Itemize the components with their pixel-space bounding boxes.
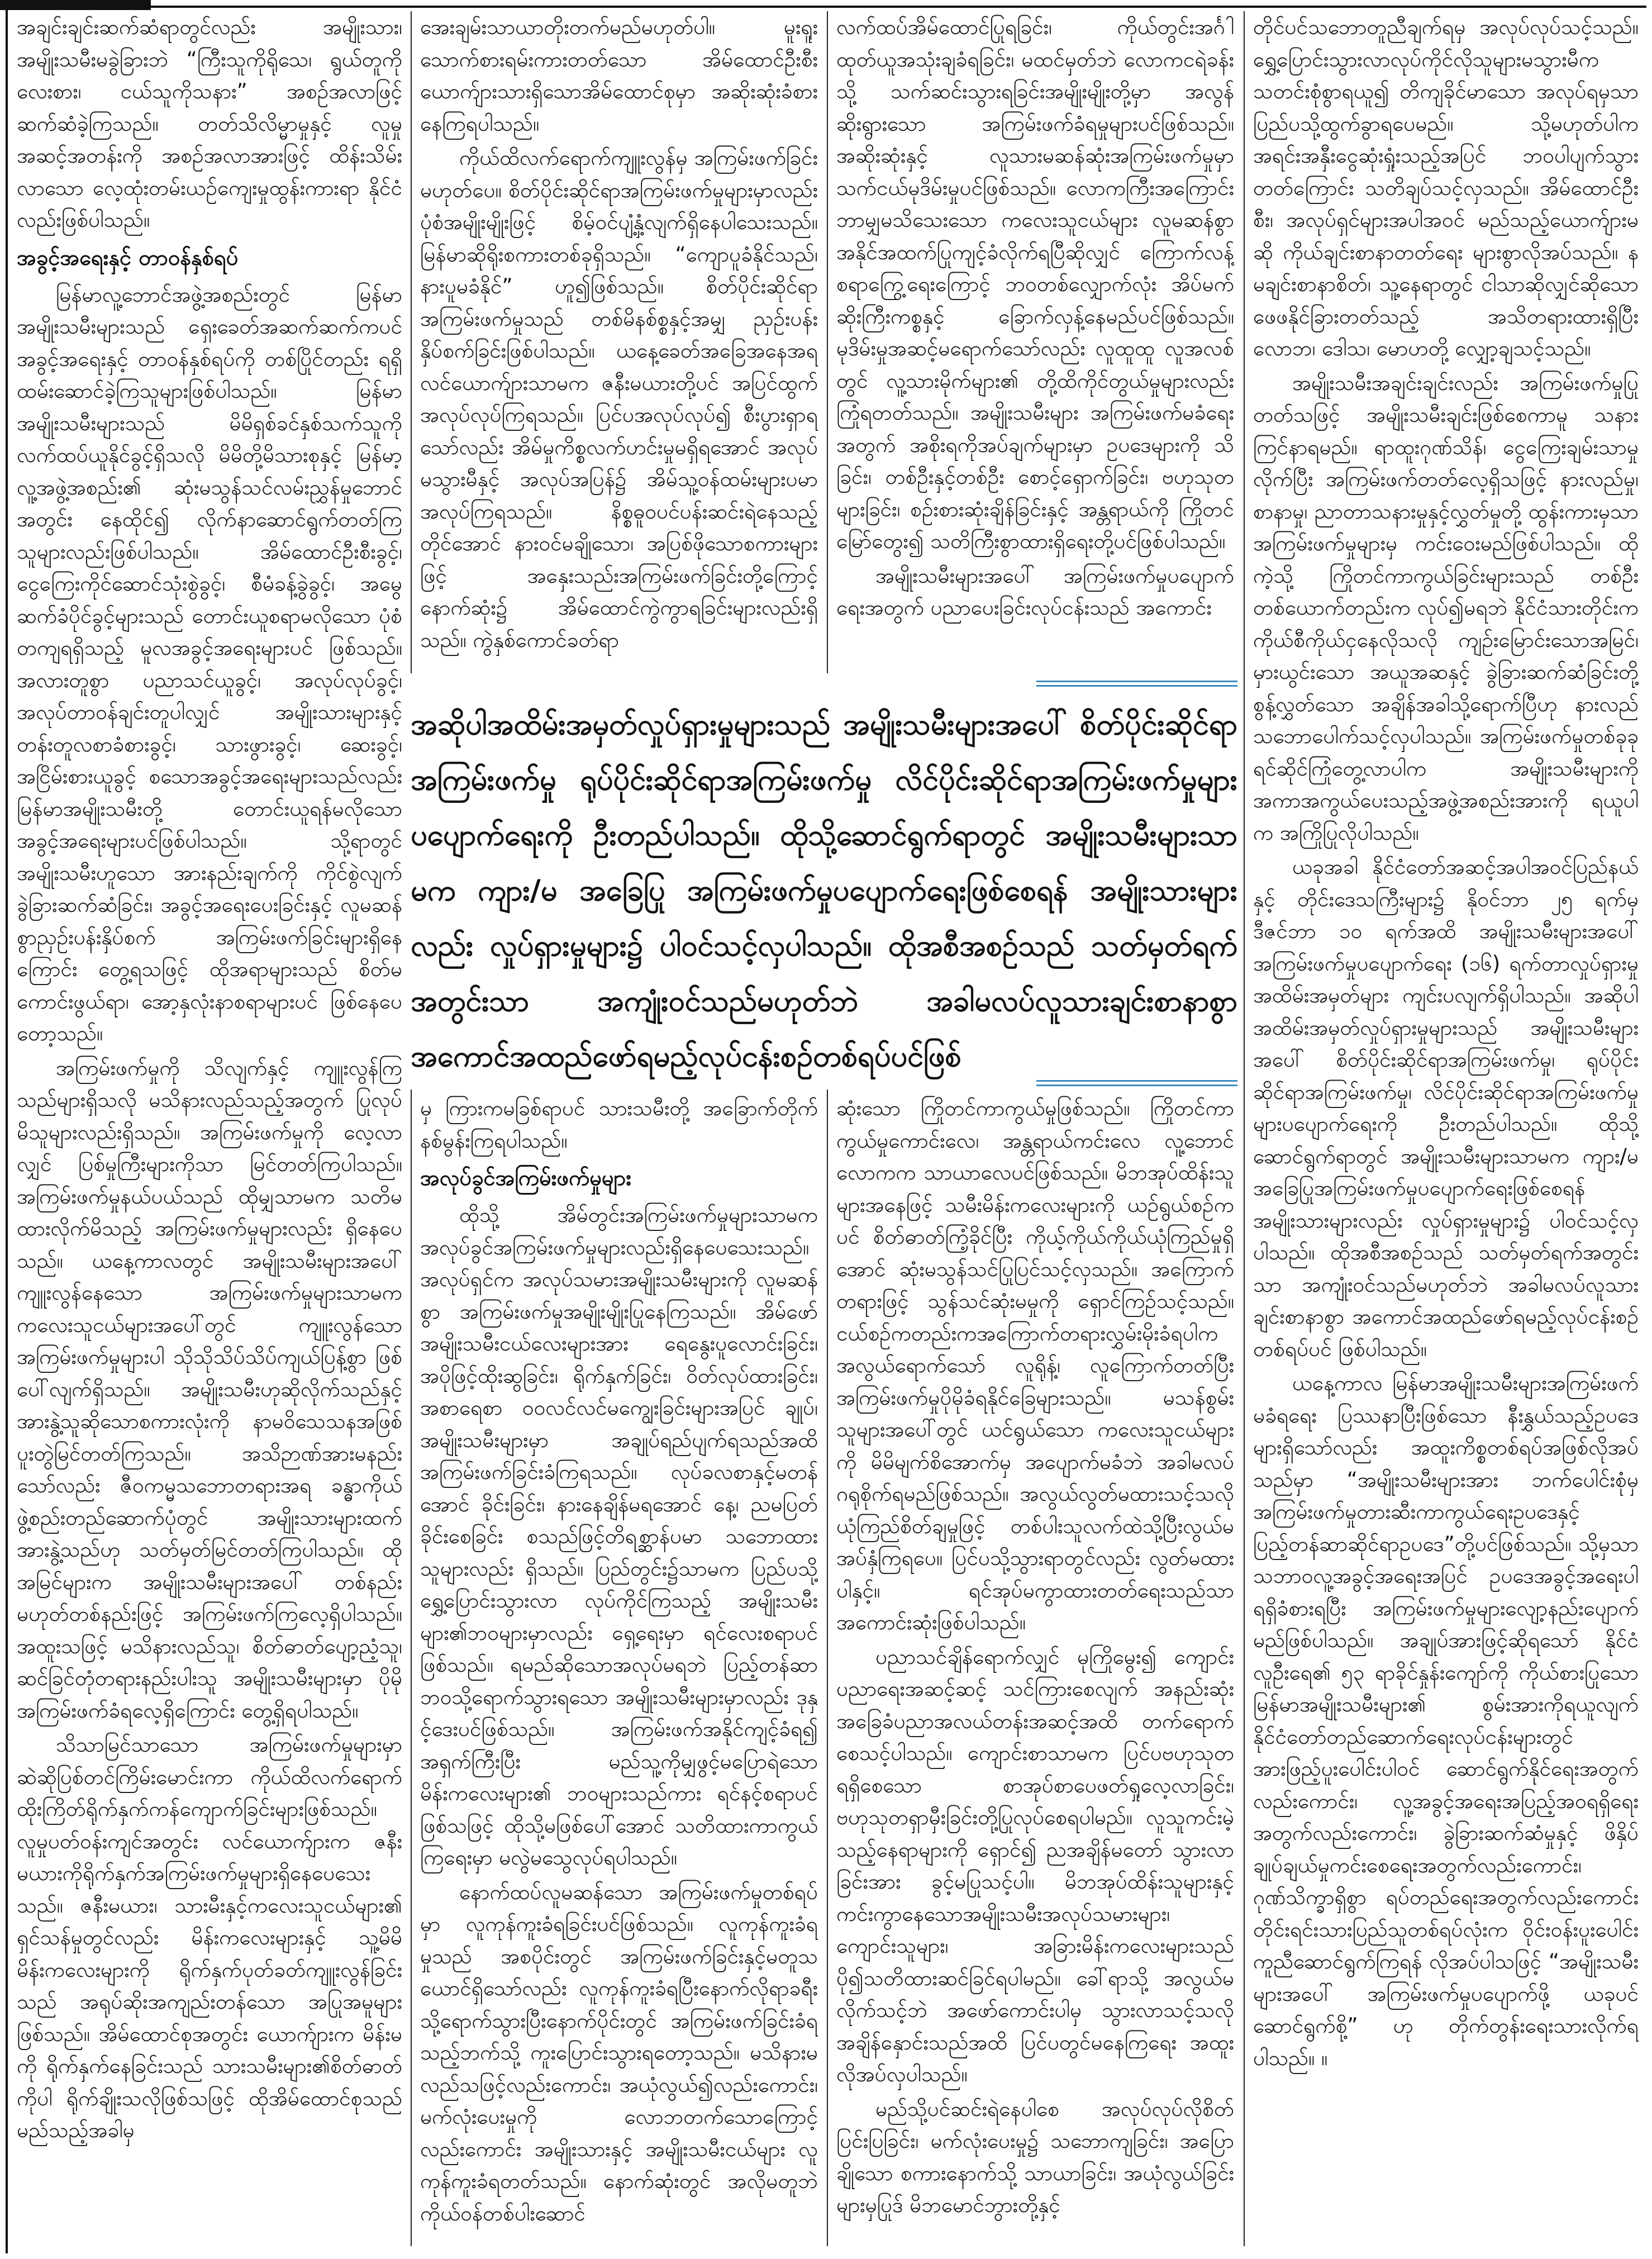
paragraph: အကြမ်းဖက်မှုကို သိလျက်နှင့် ကျူးလွန်ကြသည်များရှိသလို မသိနားလည်သည့်အတွက် ပြုလုပ်မိသူများလည်းရှိသည်။ အကြမ်းဖက်မှုကို လေ့လာလျှင် ပြစ်မှုကြီးများကိုသာ မြင်တတ်ကြပါသည်။ အကြမ်းဖက်မှုနယ်ပယ်သည် ထိုမျှသာမက သတိမထားလိုက်မိသည့် အကြမ်းဖက်မှုများလည်း ရှိနေပေသည်။ ယနေ့ကာလတွင် အမျိုးသမီးများအပေါ် ကျူးလွန်နေသော အကြမ်းဖက်မှုများသာမက ကလေးသူငယ်များအပေါ်တွင် ကျူးလွန်သော အကြမ်းဖက်မှုများပါ သိုသိုသိပ်သိပ်ကျယ်ပြန့်စွာ ဖြစ်ပေါ်လျက်ရှိသည်။ အမျိုးသမီးဟုဆိုလိုက်သည်နှင့် အားနွဲ့သူဆိုသောစကားလုံးကို နာမဝိသေသနအဖြစ် ပူးတွဲမြင်တတ်ကြသည်။ အသိဉာဏ်အားမနည်းသော်လည်း ဇီဝကမ္မသဘောတရားအရ ခန္ဓာကိုယ်ဖွဲ့စည်းတည်ဆောက်ပုံတွင် အမျိုးသားများထက် အားနွဲ့သည်ဟု သတ်မှတ်မြင်တတ်ကြပါသည်။ ထိုအမြင်များက အမျိုးသမီးများအပေါ် တစ်နည်းမဟုတ်တစ်နည်းဖြင့် အကြမ်းဖက်ကြလေ့ရှိပါသည်။ အထူးသဖြင့် မသိနားလည်သူ၊ စိတ်ဓာတ်ပျော့ညံ့သူ၊ ဆင်ခြင်တုံတရားနည်းပါးသူ အမျိုးသမီးများမှာ ပိုမိုအကြမ်းဖက်ခံရလေ့ရှိကြောင်း တွေ့ရှိရပါသည်။	[17, 1055, 402, 1723]
paragraph: တိုင်ပင်သဘောတူညီချက်ရမှ အလုပ်လုပ်သင့်သည်။ ရွှေ့ပြောင်းသွားလာလုပ်ကိုင်လိုသူများမသွားမီက သတင်းစုံစွာရယူ၍ တိကျခိုင်မာသော အလုပ်ရမှသာ ပြည်ပသို့ထွက်ခွာရပေမည်။ သို့မဟုတ်ပါက အရင်းအနှီးငွေဆုံးရှုံးသည့်အပြင် ဘဝပါပျက်သွားတတ်ကြောင်း သတိချပ်သင့်လှသည်။ အိမ်ထောင်ဦးစီး၊ အလုပ်ရှင်များအပါအဝင် မည်သည့်ယောက်ျားမဆို ကိုယ်ချင်းစာနာတတ်ရေး များစွာလိုအပ်သည်။ နမချင်းစာနာစိတ်၊ သူ့နေရာတွင် ငါသာဆိုလျှင်ဆိုသော ဖေဖနိုင်ခြားတတ်သည့် အသိတရားထားရှိပြီး လောဘ၊ ဒေါသ၊ မောဟတို့ လျှော့ချသင့်သည်။	[1253, 15, 1639, 360]
paragraph: အမျိုးသမီးများအပေါ် အကြမ်းဖက်မှုပပျောက်ရေးအတွက် ပညာပေးခြင်းလုပ်ငန်းသည် အကောင်း	[836, 563, 1234, 620]
accent-rule	[1036, 1085, 1237, 1086]
paragraph: နောက်ထပ်လူမဆန်သော အကြမ်းဖက်မှုတစ်ရပ်မှာ လူကုန်ကူးခံရခြင်းပင်ဖြစ်သည်။ လူကုန်ကူးခံရမှုသည် အစပိုင်းတွင် အကြမ်းဖက်ခြင်းနှင့်မတူသယောင်ရှိသော်လည်း လူကုန်ကူးခံရပြီးနောက်လိုရာခရီးသို့ရောက်သွားပြီးနောက်ပိုင်းတွင် အကြမ်းဖက်ခြင်းခံရသည့်ဘက်သို့ ကူးပြောင်းသွားရတော့သည်။ မသိနားမလည်သဖြင့်လည်းကောင်း၊ အယုံလွယ်၍လည်းကောင်း၊ မက်လုံးပေးမှုကို လောဘတက်သောကြောင့်လည်းကောင်း အမျိုးသားနှင့် အမျိုးသမီးငယ်များ လူကုန်ကူးခံရတတ်သည်။ နောက်ဆုံးတွင် အလိုမတူဘဲ ကိုယ်ဝန်တစ်ပါးဆောင်	[420, 1880, 818, 2225]
paragraph: ဆုံးသော ကြိုတင်ကာကွယ်မှုဖြစ်သည်။ ကြိုတင်ကာကွယ်မှုကောင်းလေ၊ အန္တရာယ်ကင်းလေ လူ့ဘောင်လောကက သာယာလေပင်ဖြစ်သည်။ မိဘအုပ်ထိန်းသူများအနေဖြင့် သမီးမိန်းကလေးများကို ယဉ်ရွယ်စဉ်ကပင် စိတ်ဓာတ်ကြံ့ခိုင်ပြီး ကိုယ့်ကိုယ်ကိုယ်ယုံကြည်မှုရှိအောင် ဆုံးမသွန်သင်ပြုပြင်သင့်လှသည်။ အကြောက်တရားဖြင့် သွန်သင်ဆုံးမမှုကို ရှောင်ကြဉ်သင့်သည်။ ငယ်စဉ်ကတည်းကအကြောက်တရားလွှမ်းမိုးခံရပါက အလွယ်ရောက်သော် လူရိုန့်၊ လူကြောက်တတ်ပြီး အကြမ်းဖက်မှုပိုမိုခံရနိုင်ခြေများသည်။ မသန်စွမ်းသူများအပေါ်တွင် ယင်ရွယ်သော ကလေးသူငယ်များကို မိမိမျက်စိအောက်မှ အပျောက်မခံဘဲ အခါမလပ်ဂရုစိုက်ရမည်ဖြစ်သည်။ အလွယ်လွတ်မထားသင့်သလို ယုံကြည်စိတ်ချမှုဖြင့် တစ်ပါးသူလက်ထဲသို့ပြီးလွယ်မအပ်နှံကြရပေ။ ပြင်ပသို့သွားရာတွင်လည်း လွတ်မထားပါနှင့်။ ရင်အုပ်မကွာထားတတ်ရေးသည်သာ အကောင်းဆုံးဖြစ်ပါသည်။	[836, 1096, 1234, 1634]
pull-quote-text: အဆိုပါအထိမ်းအမှတ်လှုပ်ရှားမှုများသည် အမျိုးသမီးများအပေါ် စိတ်ပိုင်းဆိုင်ရာအကြမ်းဖက်မှု ရုပ်ပိုင်းဆိုင်ရာအကြမ်းဖက်မှု လိင်ပိုင်းဆိုင်ရာအကြမ်းဖက်မှုများပပျောက်ရေးကို ဦးတည်ပါသည်။ ထိုသို့ဆောင်ရွက်ရာတွင် အမျိုးသမီးများသာမက ကျား/မ အခြေပြု အကြမ်းဖက်မှုပပျောက်ရေးဖြစ်စေရန် အမျိုးသားများလည်း လှုပ်ရှားမှုများ၌ ပါဝင်သင့်လှပါသည်။ ထိုအစီအစဉ်သည် သတ်မှတ်ရက်အတွင်းသာ အကျုံးဝင်သည်မဟုတ်ဘဲ အခါမလပ်လူသားချင်းစာနာစွာ အကောင်အထည်ဖော်ရမည့်လုပ်ငန်းစဉ်တစ်ရပ်ပင်ဖြစ်	[411, 708, 1237, 1073]
paragraph: ကိုယ်ထိလက်ရောက်ကျူးလွန်မှ အကြမ်းဖက်ခြင်းမဟုတ်ပေ။ စိတ်ပိုင်းဆိုင်ရာအကြမ်းဖက်မှုများမှာလည်း ပုံစံအမျိုးမျိုးဖြင့် စိမ့်ဝင်ပျံ့နှံ့လျက်ရှိနေပါသေးသည်။ မြန်မာဆိုရိုးစကားတစ်ခုရှိသည်။ “ကျောပူခံနိုင်သည်၊ နားပူမခံနိုင်” ဟူ၍ဖြစ်သည်။ စိတ်ပိုင်းဆိုင်ရာအကြမ်းဖက်မှုသည် တစ်မိနစ်စ္စနှင့်အမျှ ညှဉ်းပန်းနှိပ်စက်ခြင်းဖြစ်ပါသည်။ ယနေ့ခေတ်အခြေအနေအရ လင်ယောက်ျားသာမက ဇနီးမယားတို့ပင် အပြင်ထွက်အလုပ်လုပ်ကြရသည်။ ပြင်ပအလုပ်လုပ်၍ စီးပွားရှာရသော်လည်း အိမ်မှုကိစ္စလက်ဟင်းမှုမရှိရအောင် အလုပ်မသွားမီနှင့် အလုပ်အပြန်၌ အိမ်သူ့ဝန်ထမ်းများပမာ အလုပ်ကြရသည်။ နိစ္စဓူဝပင်ပန်းဆင်းရဲနေသည့်တိုင်အောင် နားဝင်မချိုသော၊ အပြစ်ဖိုသောစကားများဖြင့် အနှေးသည်းအကြမ်းဖက်ခြင်းတို့ကြောင့် နောက်ဆုံး၌ အိမ်ထောင်ကွဲကွာရခြင်းများလည်းရှိသည်။ ကွဲနှစ်ကောင်ခတ်ရာ	[420, 146, 818, 652]
paragraph: သိသာမြင်သာသော အကြမ်းဖက်မှုများမှာ ဆဲဆိုပြစ်တင်ကြိမ်းမောင်းကာ ကိုယ်ထိလက်ရောက် ထိုးကြိတ်ရိုက်နှက်ကန်ကျောက်ခြင်းများဖြစ်သည်။ လူမှုပတ်ဝန်းကျင်အတွင်း လင်ယောက်ျားက ဇနီးမယားကိုရိုက်နှက်အကြမ်းဖက်မှုများရှိနေပေသေးသည်။ ဇနီးမယား၊ သားမီးနှင့်ကလေးသူငယ်များ၏ ရှင်သန်မှုတွင်လည်း မိန်းကလေးများနှင့် သူ့မိမိမိန်းကလေးများကို ရိုက်နှက်ပုတ်ခတ်ကျူးလွန်ခြင်းသည် အရုပ်ဆိုးအကျည်းတန်သော အပြုအမူများဖြစ်သည်။ အိမ်ထောင်စုအတွင်း ယောက်ျားက မိန်းမကို ရိုက်နှက်နေခြင်းသည် သားသမီးများ၏စိတ်ဓာတ်ကိုပါ ရိုက်ချိုးသလိုဖြစ်သဖြင့် ထိုအိမ်ထောင်စုသည် မည်သည့်အခါမှ	[17, 1733, 402, 2142]
column-rule	[411, 11, 412, 673]
section-heading: အလုပ်ခွင်အကြမ်းဖက်မှုများ	[420, 1166, 632, 1190]
article-column-3-top	[836, 11, 1234, 670]
column-rule	[827, 11, 828, 673]
accent-rule	[1036, 681, 1237, 682]
accent-rule	[1036, 1080, 1237, 1082]
article-column-2-top	[420, 11, 818, 670]
column-rule	[827, 1090, 828, 2246]
corner-bar	[0, 0, 151, 10]
paragraph: ပညာသင်ချိန်ရောက်လျှင် မုကြိုမွေး၍ ကျောင်းပညာရေးအဆင့်ဆင့် သင်ကြားစေလျက် အနည်းဆုံး အခြေခံပညာအလယ်တန်းအဆင့်အထိ တက်ရောက်စေသင့်ပါသည်။ ကျောင်းစာသာမက ပြင်ပဗဟုသုတရရှိစေသော စာအုပ်စာပေဖတ်ရှုလေ့လာခြင်း၊ ဗဟုသုတရှာမှီးခြင်းတို့ပြုလုပ်စေရပါမည်။ လူသူကင်းမဲ့သည့်နေရာများကို ရှောင်၍ ညအချိန်မတော် သွားလာခြင်းအား ခွင့်မပြုသင့်ပါ။ မိဘအုပ်ထိန်းသူများနှင့် ကင်းကွာနေသောအမျိုးသမီးအလုပ်သမားများ၊ ကျောင်းသူများ၊ အခြားမိန်းကလေးများသည် ပို၍သတိထားဆင်ခြင်ရပါမည်။ ခေါ်ရာသို့ အလွယ်မလိုက်သင့်ဘဲ အဖော်ကောင်းပါမှ သွားလာသင့်သလို အချိန်နှောင်းသည်အထိ ပြင်ပတွင်မနေကြရေး အထူးလိုအပ်လှပါသည်။	[836, 1644, 1234, 2086]
article-column-3-bottom	[836, 1092, 1234, 2249]
paragraph: မည်သို့ပင်ဆင်းရဲနေပါစေ အလုပ်လုပ်လိုစိတ်ပြင်းပြခြင်း၊ မက်လုံးပေးမှု၌ သဘောကျခြင်း၊ အပြောချိုသော စကားနောက်သို့ သာယာခြင်း၊ အယုံလွယ်ခြင်းများမှပြုဒ် မိဘမောင်ဘွားတို့နှင့်	[836, 2096, 1234, 2217]
paragraph: လက်ထပ်အိမ်ထောင်ပြုရခြင်း၊ ကိုယ်တွင်းအင်္ဂါထုတ်ယူအသုံးချခံရခြင်း၊ မထင်မှတ်ဘဲ လောကငရဲခန်းသို့ သက်ဆင်းသွားရခြင်းအမျိုးမျိုးတို့မှာ အလွန်ဆိုးရွားသော အကြမ်းဖက်ခံရမှုများပင်ဖြစ်သည်။ အဆိုးဆုံးနှင့် လူသားမဆန်ဆုံးအကြမ်းဖက်မှုမှာ သက်ငယ်မုဒိမ်းမှုပင်ဖြစ်သည်။ လောကကြီးအကြောင်း ဘာမျှမသိသေးသော ကလေးသူငယ်များ လူမဆန်စွာ အနိုင်အထက်ပြုကျင့်ခံလိုက်ရပြီဆိုလျှင် ကြောက်လန့်စရာကြွေ့ရေးကြောင့် ဘဝတစ်လျှောက်လုံး အိပ်မက်ဆိုးကြီးကစ္စနှင့် ခြောက်လှန့်နေမည်ပင်ဖြစ်သည်။ မုဒိမ်းမှုအဆင့်မရောက်သော်လည်း လူထူထူ လူအလစ်တွင် လူ့သားမိုက်များ၏ တို့ထိကိုင်တွယ်မှုများလည်း ကြုံရတတ်သည်။ အမျိုးသမီးများ အကြမ်းဖက်မခံရေးအတွက် အစိုးရကိုအပ်ချက်များမှာ ဥပဒေများကို သိခြင်း၊ တစ်ဦးနှင့်တစ်ဦး စောင့်ရှောက်ခြင်း၊ ဗဟုသုတများခြင်း၊ စဉ်းစားဆုံးချိန်ခြင်းနှင့် အန္တရာယ်ကို ကြိုတင်မြော်တွေး၍ သတိကြီးစွာထားရှိရေးတို့ပင်ဖြစ်ပါသည်။	[836, 15, 1234, 553]
article-column-4	[1253, 11, 1639, 2249]
paragraph: မြန်မာလူ့ဘောင်အဖွဲ့အစည်းတွင် မြန်မာအမျိုးသမီးများသည် ရှေးခေတ်အဆက်ဆက်ကပင် အခွင့်အရေးနှင့် တာဝန်နှစ်ရပ်ကို တစ်ပြိုင်တည်း ရရှိထမ်းဆောင်ခဲ့ကြသူများဖြစ်ပါသည်။ မြန်မာအမျိုးသမီးများသည် မိမိရှစ်ခင်နှစ်သက်သူကို လက်ထပ်ယူနိုင်ခွင့်ရှိသလို မိမိတို့မိသားစုနှင့် မြန်မာ့လူ့အဖွဲ့အစည်း၏ ဆုံးမသွန်သင်လမ်းညွှန်မှုဘောင်အတွင်း နေထိုင်၍ လိုက်နာဆောင်ရွက်တတ်ကြသူများလည်းဖြစ်ပါသည်။ အိမ်ထောင်ဦးစီးခွင့်၊ ငွေကြေးကိုင်ဆောင်သုံးစွဲခွင့်၊ စီမံခန့်ခွဲခွင့်၊ အမွေဆက်ခံပိုင်ခွင့်များသည် တောင်းယူစရာမလိုသော ပုံစံတကျရရှိသည့် မူလအခွင့်အရေးများပင် ဖြစ်သည်။ အလားတူစွာ ပညာသင်ယူခွင့်၊ အလုပ်လုပ်ခွင့်၊ အလုပ်တာဝန်ချင်းတူပါလျှင် အမျိုးသားများနှင့်တန်းတူလစာခံစားခွင့်၊ သားဖွားခွင့်၊ ဆေးခွင့်၊ အငြိမ်းစားယူခွင့် စသောအခွင့်အရေးများသည်လည်း မြန်မာအမျိုးသမီးတို့ တောင်းယူရန်မလိုသော အခွင့်အရေးများပင်ဖြစ်ပါသည်။ သို့ရာတွင် အမျိုးသမီးဟူသော အားနည်းချက်ကို ကိုင်စွဲလျက် ခွဲခြားဆက်ဆံခြင်း၊ အခွင့်အရေးပေးခြင်းနှင့် လူမဆန်စွာညှဉ်းပန်းနှိပ်စက် အကြမ်းဖက်ခြင်းများရှိနေကြောင်း တွေ့ရသဖြင့် ထိုအရာများသည် စိတ်မကောင်းဖွယ်ရာ၊ အော့နှလုံးနာစရာများပင် ဖြစ်နေပေတော့သည်။	[17, 282, 402, 1045]
pull-quote	[411, 681, 1237, 1088]
column-rule	[411, 1090, 412, 2246]
paragraph: အမျိုးသမီးအချင်းချင်းလည်း အကြမ်းဖက်မှုပြုတတ်သဖြင့် အမျိုးသမီးချင်းဖြစ်စေကာမူ သနားကြင်နာရမည်။ ရာထူးဂုဏ်သိန်၊ ငွေကြေးချမ်းသာမှုလိုက်ပြီး အကြမ်းဖက်တတ်လေ့ရှိသဖြင့် နားလည်မှု၊ စာနာမှု၊ ညာတာသနားမှုနှင့်လွှတ်မှုတို့ ထွန်းကားမှသာ အကြမ်းဖက်မှုများမှ ကင်းဝေးမည်ဖြစ်ပါသည်။ ထိုကဲ့သို့ ကြိုတင်ကာကွယ်ခြင်းများသည် တစ်ဦးတစ်ယောက်တည်းက လုပ်၍မရဘဲ နိုင်ငံသားတိုင်းက ကိုယ်စီကိုယ်ငှနေလိုသလို ကျဉ်းမြောင်းသောအမြင်၊ မှားယွင်းသော အယူအဆနှင့် ခွဲခြားဆက်ဆံခြင်းတို့ စွန့်လွှတ်သော အချိန်အခါသို့ရောက်ပြီဟု နားလည်သဘောပေါက်သင့်လှပါသည်။ အကြမ်းဖက်မှုတစ်ခုခုရင်ဆိုင်ကြုံတွေ့လာပါက အမျိုးသမီးများကို အကာအကွယ်ပေးသည့်အဖွဲ့အစည်းအားကို ရယူပါက အကြိုပြုလိုပါသည်။	[1253, 370, 1639, 845]
section-heading: အခွင့်အရေးနှင့် တာဝန်နှစ်ရပ်	[17, 245, 239, 270]
article-column-1	[17, 11, 402, 2249]
paragraph: ထိုသို့ အိမ်တွင်းအကြမ်းဖက်မှုများသာမက အလုပ်ခွင်အကြမ်းဖက်မှုများလည်းရှိနေပေသေးသည်။ အလုပ်ရှင်က အလုပ်သမားအမျိုးသမီးများကို လူမဆန်စွာ အကြမ်းဖက်မှုအမျိုးမျိုးပြုနေကြသည်။ အိမ်ဖော်အမျိုးသမီးငယ်လေးများအား ရေနွေးပူလောင်းခြင်း၊ အပိုဖြင့်ထိုးဆွခြင်း၊ ရိုက်နှက်ခြင်း၊ ဝိတ်လုပ်ထားခြင်း၊ အစာရေစာ ဝဝလင်လင်မကျွေးခြင်းများအပြင် ချုပ်၊ အမျိုးသမီးများမှာ အချုပ်ရည်ပျက်ရသည်အထိ အကြမ်းဖက်ခြင်းခံကြရသည်။ လုပ်ခလစာနှင့်မတန်အောင် ခိုင်းခြင်း၊ နားနေချိန်မရအောင် နေ့၊ ညမပြတ်ခိုင်းစေခြင်း စသည်ဖြင့်တိရစ္ဆာန်ပမာ သဘောထားသူများလည်း ရှိသည်။ ပြည်တွင်း၌သာမက ပြည်ပသို့ရွှေ့ပြောင်းသွားလာ လုပ်ကိုင်ကြသည့် အမျိုးသမီးများ၏ဘဝများမှာလည်း ရှေ့ရေးမှာ ရင်လေးစရာပင်ဖြစ်သည်။ ရမည်ဆိုသောအလုပ်မရဘဲ ပြည့်တန်ဆာဘဝသို့ရောက်သွားရသော အမျိုးသမီးများမှာလည်း ဒုနှင့်ဒေးပင်ဖြစ်သည်။ အကြမ်းဖက်အနိုင်ကျင့်ခံရ၍ အရှက်ကြီးပြီး မည်သူ့ကိုမျှဖွင့်မပြောရဲသော မိန်းကလေးများ၏ ဘဝများသည်ကား ရင်နင့်စရာပင်ဖြစ်သဖြင့် ထိုသို့မဖြစ်ပေါ်အောင် သတိထားကာကွယ်ကြရေးမှာ မလွဲမသွေလုပ်ရပါသည်။	[420, 1203, 818, 1870]
accent-rule	[1036, 685, 1237, 687]
article-column-2-bottom	[420, 1092, 818, 2249]
paragraph: အချင်းချင်းဆက်ဆံရာတွင်လည်း အမျိုးသား၊ အမျိုးသမီးမခွဲခြားဘဲ “ကြီးသူကိုရိုသေ၊ ရွယ်တူကိုလေးစား၊ ငယ်သူကိုသနား” အစဉ်အလာဖြင့် ဆက်ဆံခဲ့ကြသည်။ တတ်သိလိမ္မာမှုနှင့် လူမှုအဆင့်အတန်းကို အစဉ်အလာအားဖြင့် ထိန်းသိမ်းလာသော လေ့ထုံးတမ်းယဉ်ကျေးမှုထွန်းကားရာ နိုင်ငံလည်းဖြစ်ပါသည်။	[17, 15, 402, 232]
paragraph: မှ ကြားကမခြစ်ရာပင် သားသမီးတို့ အခြောက်တိုက်နစ်မွန်းကြရပါသည်။	[420, 1096, 818, 1153]
paragraph: ယခုအခါ နိုင်ငံတော်အဆင့်အပါအဝင်ပြည်နယ်နှင့် တိုင်းဒေသကြီးများ၌ နိုဝင်ဘာ ၂၅ ရက်မှ ဒီဇင်ဘာ ၁၀ ရက်အထိ အမျိုးသမီးများအပေါ် အကြမ်းဖက်မှုပပျောက်ရေး (၁၆) ရက်တာလှုပ်ရှားမှုအထိမ်းအမှတ်များ ကျင်းပလျက်ရှိပါသည်။ အဆိုပါ အထိမ်းအမှတ်လှုပ်ရှားမှုများသည် အမျိုးသမီးများအပေါ် စိတ်ပိုင်းဆိုင်ရာအကြမ်းဖက်မှု၊ ရုပ်ပိုင်းဆိုင်ရာအကြမ်းဖက်မှု၊ လိင်ပိုင်းဆိုင်ရာအကြမ်းဖက်မှုများပပျောက်ရေးကို ဦးတည်ပါသည်။ ထိုသို့ဆောင်ရွက်ရာတွင် အမျိုးသမီးများသာမက ကျား/မအခြေပြုအကြမ်းဖက်မှုပပျောက်ရေးဖြစ်စေရန် အမျိုးသားများလည်း လှုပ်ရှားမှုများ၌ ပါဝင်သင့်လှပါသည်။ ထိုအစီအစဉ်သည် သတ်မှတ်ရက်အတွင်းသာ အကျုံးဝင်သည်မဟုတ်ဘဲ အခါမလပ်လူသားချင်းစာနာစွာ အကောင်အထည်ဖော်ရမည့်လုပ်ငန်းစဉ်တစ်ရပ်ပင် ဖြစ်ပါသည်။	[1253, 855, 1639, 1361]
paragraph: ယနေ့ကာလ မြန်မာအမျိုးသမီးများအကြမ်းဖက်မခံရရေး ပြဿနာပြီးဖြစ်သော နီးနွှယ်သည့်ဥပဒေများရှိသော်လည်း အထူးကိစ္စတစ်ရပ်အဖြစ်လိုအပ်သည်မှာ “အမျိုးသမီးများအား ဘက်ပေါင်းစုံမှ အကြမ်းဖက်မှုတားဆီးကာကွယ်ရေးဥပဒေနှင့် ပြည့်တန်ဆာဆိုင်ရာဥပဒေ”တို့ပင်ဖြစ်သည်။ သို့မှသာ သဘာဝလူ့အခွင့်အရေးအပြင် ဥပဒေအခွင့်အရေးပါရရှိခံစားရပြီး အကြမ်းဖက်မှုများလျော့နည်းပျောက်မည်ဖြစ်ပါသည်။ အချုပ်အားဖြင့်ဆိုရသော် နိုင်ငံလူဦးရေ၏ ၅၃ ရာခိုင်နှုန်းကျော်ကို ကိုယ်စားပြုသော မြန်မာအမျိုးသမီးများ၏ စွမ်းအားကိုရယူလျက် နိုင်ငံတော်တည်ဆောက်ရေးလုပ်ငန်းများတွင် အားဖြည့်ပူးပေါင်းပါဝင် ဆောင်ရွက်နိုင်ရေးအတွက်လည်းကောင်း၊ လူ့အခွင့်အရေးအပြည့်အဝရရှိရေးအတွက်လည်းကောင်း၊ ခွဲခြားဆက်ဆံမှုနှင့် ဖိနှိပ်ချုပ်ချယ်မှုကင်းစေရေးအတွက်လည်းကောင်း၊ ဂုဏ်သိက္ခာရှိစွာ ရပ်တည်ရေးအတွက်လည်းကောင်း တိုင်းရင်းသားပြည်သူတစ်ရပ်လုံးက ဝိုင်းဝန်းပူးပေါင်းကူညီဆောင်ရွက်ကြရန် လိုအပ်ပါသဖြင့် “အမျိုးသမီးများအပေါ် အကြမ်းဖက်မှုပပျောက်ဖို့ ယခုပင်ဆောင်ရွက်စို့” ဟု တိုက်တွန်းရေးသားလိုက်ရပါသည်။ ။	[1253, 1371, 1639, 2070]
column-rule	[1244, 1112, 1245, 2246]
paragraph: အေးချမ်းသာယာတိုးတက်မည်မဟုတ်ပါ။ မူးရူးသောက်စားရမ်းကားတတ်သော အိမ်ထောင်ဦးစီးယောက်ျားသားရှိသောအိမ်ထောင်စုမှာ အဆိုးဆုံးခံစားနေကြရပါသည်။	[420, 15, 818, 136]
column-rule	[1244, 11, 1245, 1112]
